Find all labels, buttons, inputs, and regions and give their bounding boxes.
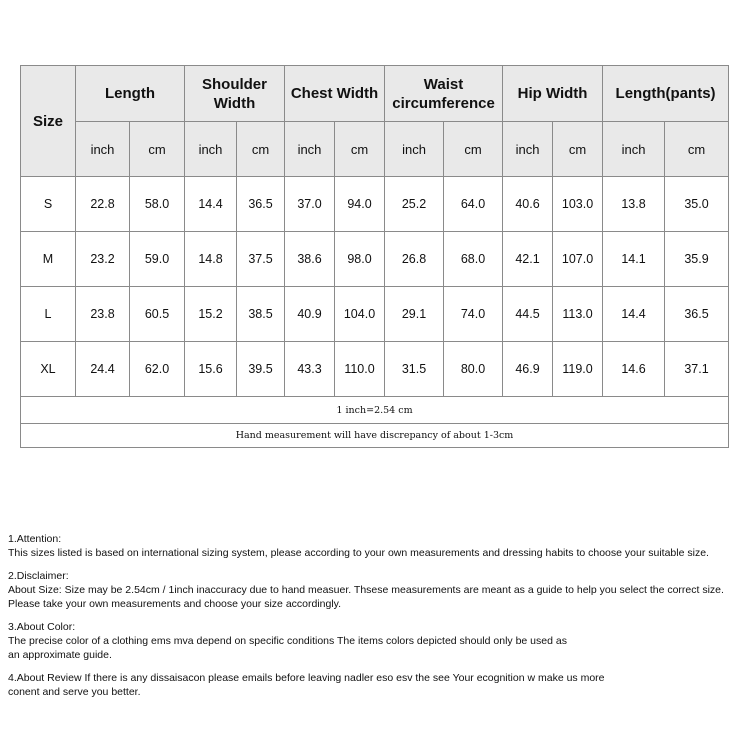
note-attention [8, 532, 750, 560]
value-cell: 46.9 [503, 342, 553, 397]
value-cell: 58.0 [130, 177, 185, 232]
value-cell: 23.8 [76, 287, 130, 342]
table-row [21, 232, 729, 287]
value-cell: 40.9 [285, 287, 335, 342]
value-cell: 15.6 [185, 342, 237, 397]
note-title: 2.Disclaimer: [8, 570, 69, 582]
value-cell: 25.2 [385, 177, 444, 232]
header-length-pants: Length(pants) [603, 66, 729, 122]
value-cell: 37.1 [665, 342, 729, 397]
value-cell: 44.5 [503, 287, 553, 342]
value-cell: 40.6 [503, 177, 553, 232]
unit-cm: cm [335, 122, 385, 177]
value-cell: 14.4 [185, 177, 237, 232]
units-row [21, 122, 729, 177]
header-length: Length [76, 66, 185, 122]
value-cell: 94.0 [335, 177, 385, 232]
unit-inch: inch [503, 122, 553, 177]
value-cell: 38.6 [285, 232, 335, 287]
value-cell: 13.8 [603, 177, 665, 232]
note-line: Please take your own measurements and choose your size accordingly. [8, 598, 342, 610]
value-cell: 22.8 [76, 177, 130, 232]
value-cell: 36.5 [665, 287, 729, 342]
value-cell: 119.0 [553, 342, 603, 397]
value-cell: 14.6 [603, 342, 665, 397]
note-line: an approximate guide. [8, 649, 112, 661]
unit-cm: cm [665, 122, 729, 177]
table-row [21, 287, 729, 342]
unit-inch: inch [76, 122, 130, 177]
value-cell: 113.0 [553, 287, 603, 342]
value-cell: 14.4 [603, 287, 665, 342]
note-title: 3.About Color: [8, 621, 76, 633]
measurement-note: Hand measurement will have discrepancy of about 1-3cm [21, 424, 729, 448]
value-cell: 39.5 [237, 342, 285, 397]
note-about-color [8, 620, 750, 662]
value-cell: 31.5 [385, 342, 444, 397]
header-shoulder-width: Shoulder Width [185, 66, 285, 122]
value-cell: 24.4 [76, 342, 130, 397]
value-cell: 62.0 [130, 342, 185, 397]
value-cell: 98.0 [335, 232, 385, 287]
unit-cm: cm [237, 122, 285, 177]
value-cell: 35.0 [665, 177, 729, 232]
value-cell: 35.9 [665, 232, 729, 287]
size-cell: M [21, 232, 76, 287]
header-chest-width: Chest Width [285, 66, 385, 122]
size-header: Size [21, 66, 76, 177]
value-cell: 29.1 [385, 287, 444, 342]
size-cell: S [21, 177, 76, 232]
unit-inch: inch [385, 122, 444, 177]
value-cell: 42.1 [503, 232, 553, 287]
conversion-note-row [21, 397, 729, 424]
size-cell: XL [21, 342, 76, 397]
value-cell: 14.1 [603, 232, 665, 287]
value-cell: 26.8 [385, 232, 444, 287]
unit-cm: cm [130, 122, 185, 177]
value-cell: 110.0 [335, 342, 385, 397]
value-cell: 36.5 [237, 177, 285, 232]
conversion-note: 1 inch=2.54 cm [21, 397, 729, 424]
value-cell: 64.0 [444, 177, 503, 232]
unit-inch: inch [603, 122, 665, 177]
table-header-row [21, 66, 729, 122]
value-cell: 23.2 [76, 232, 130, 287]
value-cell: 103.0 [553, 177, 603, 232]
value-cell: 107.0 [553, 232, 603, 287]
table-row [21, 177, 729, 232]
measurement-note-row [21, 424, 729, 448]
size-chart-table [20, 65, 729, 448]
note-about-review [8, 671, 750, 699]
note-line: The precise color of a clothing ems mva depend on specific conditions The items colors depicted should only be used as [8, 635, 567, 647]
notes-section [8, 532, 750, 708]
header-hip-width: Hip Width [503, 66, 603, 122]
header-waist-circumference: Waist circumference [385, 66, 503, 122]
unit-cm: cm [444, 122, 503, 177]
note-disclaimer [8, 569, 750, 611]
size-cell: L [21, 287, 76, 342]
unit-cm: cm [553, 122, 603, 177]
value-cell: 15.2 [185, 287, 237, 342]
unit-inch: inch [285, 122, 335, 177]
note-title: 1.Attention: [8, 533, 62, 545]
value-cell: 38.5 [237, 287, 285, 342]
note-line: conent and serve you better. [8, 686, 141, 698]
note-line: 4.About Review If there is any dissaisacon please emails before leaving nadler eso esv the see Your ecognition w make us more [8, 672, 605, 684]
table-row [21, 342, 729, 397]
value-cell: 80.0 [444, 342, 503, 397]
note-line: This sizes listed is based on international sizing system, please according to your own measurements and dressing habits to choose your suitable size. [8, 547, 709, 559]
value-cell: 59.0 [130, 232, 185, 287]
value-cell: 68.0 [444, 232, 503, 287]
value-cell: 37.5 [237, 232, 285, 287]
value-cell: 14.8 [185, 232, 237, 287]
value-cell: 43.3 [285, 342, 335, 397]
note-line: About Size: Size may be 2.54cm / 1inch inaccuracy due to hand measuer. Thsese measurements are meant as a guide to help you select the correct size. [8, 584, 724, 596]
unit-inch: inch [185, 122, 237, 177]
value-cell: 74.0 [444, 287, 503, 342]
value-cell: 60.5 [130, 287, 185, 342]
value-cell: 37.0 [285, 177, 335, 232]
value-cell: 104.0 [335, 287, 385, 342]
